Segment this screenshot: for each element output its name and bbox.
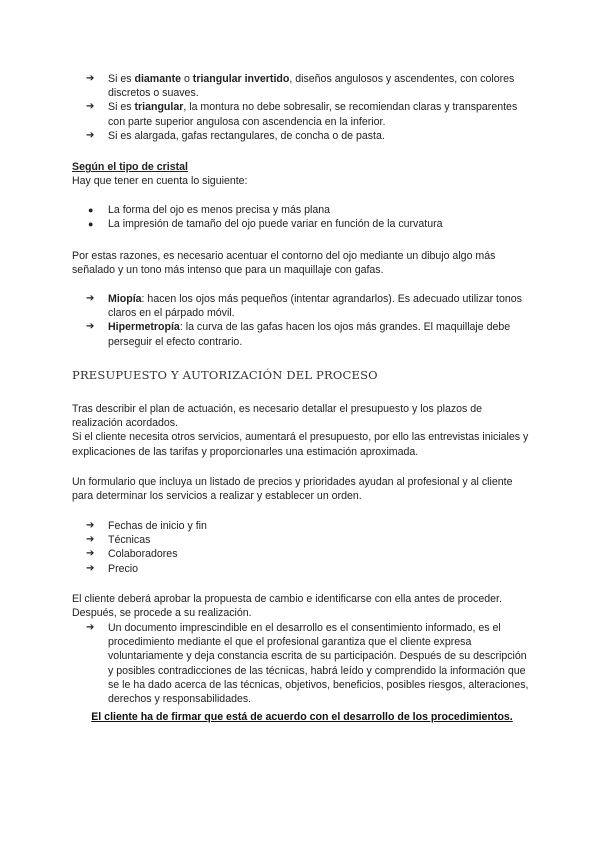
list-item [72, 519, 532, 533]
item-text: o [181, 73, 193, 85]
list-item [72, 320, 532, 348]
face-shape-list [72, 72, 532, 143]
item-text: Técnicas [108, 534, 151, 547]
closing-statement: El cliente ha de firmar que está de acuerdo con el desarrollo de los procedimientos. [91, 711, 513, 723]
list-item [72, 72, 532, 100]
consent-list [72, 621, 532, 706]
arrow-icon: ➔ [86, 101, 95, 113]
item-text: Si es [108, 73, 135, 85]
list-item [72, 217, 532, 231]
list-item [72, 533, 532, 547]
item-text: La forma del ojo es menos precisa y más plana [108, 204, 330, 216]
arrow-icon: ➔ [86, 534, 95, 546]
bullet-icon: ● [88, 219, 94, 230]
item-text: Si es [108, 101, 135, 114]
item-text: , la montura no debe sobresalir, se recomiendan claras y transparentes con parte superior angulosa con ascendencia en la inferior. [108, 101, 518, 128]
condition-text: : la curva de las gafas hacen los ojos más grandes. El maquillaje debe perseguir el efecto contrario. [108, 321, 511, 348]
item-text: Fechas de inicio y fin [108, 520, 207, 532]
paragraph-text: Tras describir el plan de actuación, es necesario detallar el presupuesto y los plazos de realización acordados. [72, 403, 483, 430]
bullet-icon: ● [88, 205, 94, 215]
arrow-icon: ➔ [86, 73, 95, 84]
item-bold: triangular [134, 101, 184, 114]
item-text: , diseños angulosos y ascendentes, con colores discretos o suaves. [108, 73, 515, 100]
list-item [72, 203, 532, 217]
budget-paragraph-3: El cliente deberá aprobar la propuesta de cambio e identificarse con ella antes de proceder. Después, se procede a su realización. [72, 593, 502, 620]
list-item [72, 292, 532, 320]
list-item [72, 621, 532, 706]
item-text: Precio [108, 562, 139, 575]
crystal-bullets [72, 203, 532, 231]
section-intro: Hay que tener en cuenta lo siguiente: [72, 175, 248, 188]
budget-paragraph-2: Un formulario que incluya un listado de precios y prioridades ayudan al profesional y al cliente para determinar los servicios a realizar y establecer un orden. [72, 476, 513, 503]
budget-items [72, 519, 532, 576]
item-text: La impresión de tamaño del ojo puede variar en función de la curvatura [108, 218, 443, 231]
budget-heading: PRESUPUESTO Y AUTORIZACIÓN DEL PROCESO [72, 368, 378, 382]
list-item [72, 100, 532, 128]
item-text: Colaboradores [108, 548, 178, 561]
item-text: Un documento imprescindible en el desarrollo es el consentimiento informado, es el procedimiento mediante el que el profesional garantiza que el cliente expresa voluntariamente y deja constancia escrita de su participación. Después de su descripción y posibles contradicciones de las técnicas, habrá leído y comprendido la información que se le ha dado acerca de las técnicas, objetivos, beneficios, posibles riesgos, alteraciones, derechos y responsabilidades. [108, 622, 529, 706]
paragraph-text: Si el cliente necesita otros servicios, aumentará el presupuesto, por ello las entrevistas iniciales y explicaciones de las tarifas y proporcionarles una estimación aproximada. [72, 431, 529, 458]
list-item [72, 129, 532, 143]
arrow-icon: ➔ [86, 293, 95, 304]
item-bold: triangular invertido [192, 73, 290, 85]
item-bold: diamante [134, 73, 182, 85]
condition-text: : hacen los ojos más pequeños (intentar agrandarlos). Es adecuado utilizar tonos claros en el párpado móvil. [108, 293, 522, 320]
arrow-icon: ➔ [86, 129, 95, 141]
section-heading: Según el tipo de cristal [72, 161, 188, 173]
arrow-icon: ➔ [86, 622, 95, 633]
condition-term: Hipermetropía [108, 321, 180, 334]
crystal-paragraph: Por estas razones, es necesario acentuar el contorno del ojo mediante un dibujo algo más señalado y un tono más intenso que para un maquillaje con gafas. [72, 250, 496, 277]
arrow-icon: ➔ [86, 562, 95, 574]
conditions-list [72, 292, 532, 349]
arrow-icon: ➔ [86, 321, 95, 333]
list-item [72, 562, 532, 576]
condition-term: Miopía [108, 293, 142, 305]
arrow-icon: ➔ [86, 520, 95, 531]
budget-paragraph-1 [72, 402, 532, 459]
item-text: Si es alargada, gafas rectangulares, de concha o de pasta. [108, 129, 385, 142]
arrow-icon: ➔ [86, 548, 95, 560]
list-item [72, 547, 532, 561]
crystal-section [72, 160, 532, 188]
